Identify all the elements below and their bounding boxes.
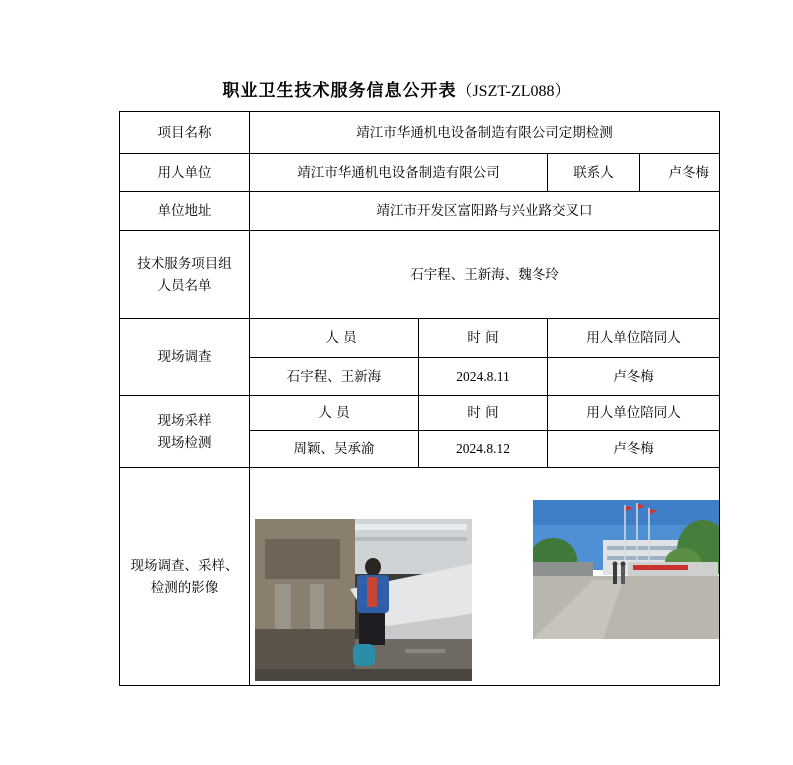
- sampling-label: [120, 396, 249, 467]
- employer-label: 用人单位: [157, 164, 212, 181]
- survey-head-escort: 用人单位陪同人: [586, 330, 681, 346]
- survey-people: 石宇程、王新海: [286, 368, 382, 385]
- sampling-label-line2: 现场检测: [157, 434, 212, 451]
- sampling-escort: 卢冬梅: [613, 441, 654, 457]
- table-border-right: [719, 111, 720, 686]
- form-code: （JSZT-ZL088）: [456, 83, 571, 100]
- project-name-label: 项目名称: [157, 124, 212, 141]
- table-border-bottom: [119, 685, 720, 686]
- sampling-head-escort: 用人单位陪同人: [586, 405, 681, 421]
- title-text: 职业卫生技术服务信息公开表: [222, 81, 457, 101]
- sampling-label-line1: 现场采样: [157, 412, 212, 429]
- survey-escort: 卢冬梅: [613, 368, 654, 385]
- contact-label: 联系人: [573, 164, 614, 181]
- factory-gate-photo-image: [533, 500, 719, 639]
- team-label: [120, 231, 249, 318]
- workshop-photo: [255, 519, 472, 681]
- survey-head-time: 时 间: [467, 330, 499, 346]
- contact-value: 卢冬梅: [668, 164, 709, 181]
- survey-label: 现场调查: [157, 349, 212, 365]
- address-label: 单位地址: [157, 203, 212, 219]
- workshop-photo-image: [255, 519, 472, 681]
- sampling-head-people: 人 员: [318, 405, 350, 421]
- survey-time: 2024.8.11: [456, 368, 510, 384]
- team-label-line1: 技术服务项目组: [137, 255, 232, 272]
- images-label-line1: 现场调查、采样、: [130, 557, 239, 574]
- employer-value: 靖江市华通机电设备制造有限公司: [297, 164, 500, 181]
- team-value: 石宇程、王新海、魏冬玲: [410, 266, 559, 283]
- sampling-people: 周颖、吴承渝: [293, 441, 375, 457]
- project-name-value: 靖江市华通机电设备制造有限公司定期检测: [356, 124, 613, 141]
- address-value: 靖江市开发区富阳路与兴业路交叉口: [376, 203, 593, 219]
- team-label-line2: 人员名单: [157, 277, 212, 294]
- factory-gate-photo: [533, 500, 719, 639]
- images-label: [120, 468, 249, 685]
- survey-head-people: 人 员: [325, 330, 357, 346]
- sampling-time: 2024.8.12: [456, 441, 510, 456]
- sampling-head-time: 时 间: [467, 405, 499, 421]
- images-label-line2: 检测的影像: [150, 579, 219, 596]
